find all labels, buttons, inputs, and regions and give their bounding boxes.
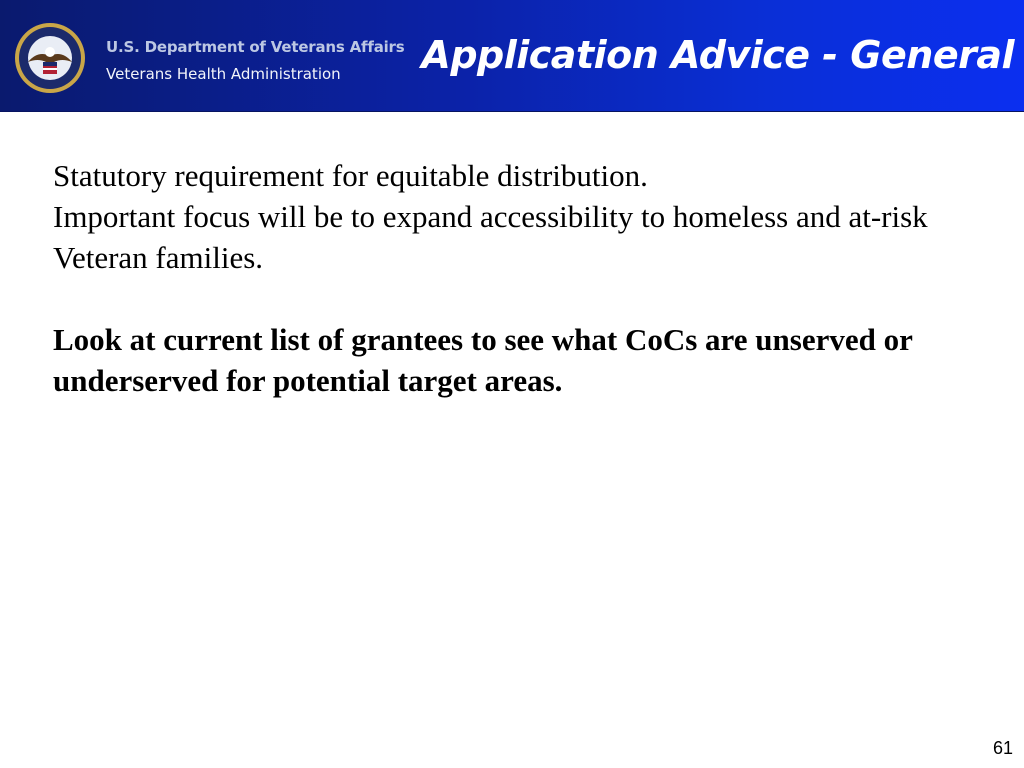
- slide-body: [53, 155, 973, 401]
- department-name: U.S. Department of Veterans Affairs: [106, 38, 405, 56]
- body-line-2: Important focus will be to expand accessibility to homeless and at-risk Veteran families.: [53, 199, 928, 275]
- body-line-1: Statutory requirement for equitable distribution.: [53, 158, 648, 193]
- slide-title: Application Advice - General: [421, 33, 1014, 77]
- va-seal-icon: [14, 22, 86, 94]
- paragraph-spacer: [53, 278, 973, 319]
- administration-name: Veterans Health Administration: [106, 65, 341, 83]
- body-emphasis: Look at current list of grantees to see what CoCs are unserved or underserved for potential target areas.: [53, 322, 913, 398]
- slide-header: [0, 0, 1024, 112]
- page-number: 61: [992, 738, 1013, 758]
- organization-block: [106, 38, 405, 83]
